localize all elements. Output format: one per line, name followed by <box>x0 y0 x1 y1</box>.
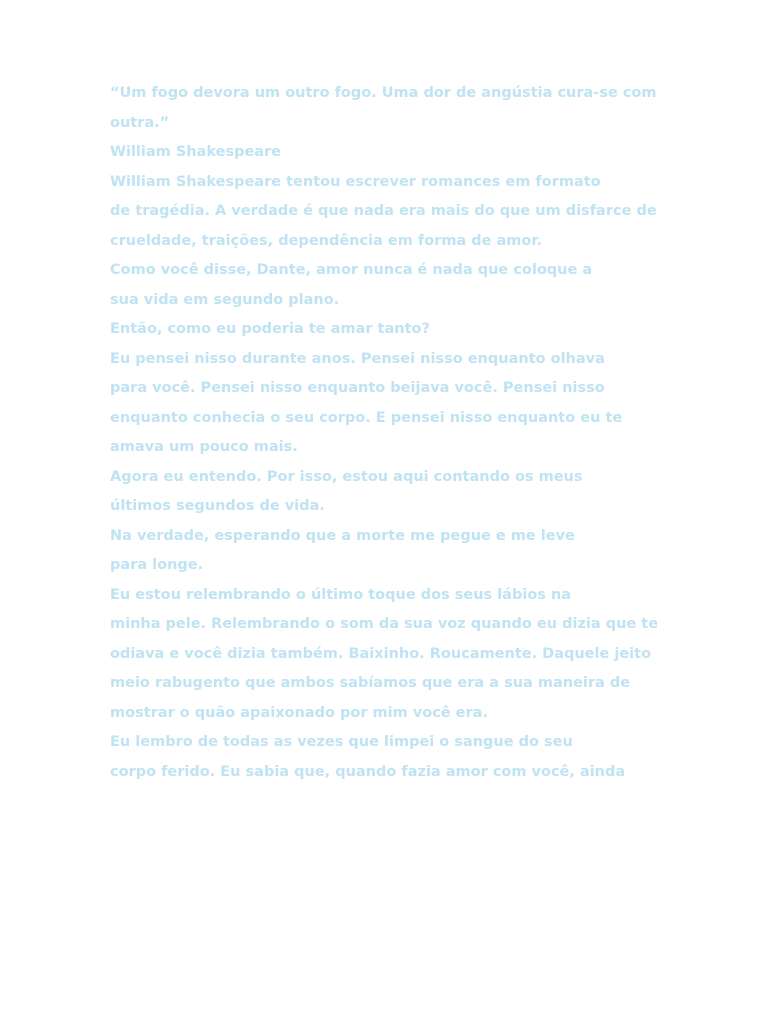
text-line: “Um fogo devora um outro fogo. Uma dor de angústia cura-se com <box>110 85 657 101</box>
text-line: Eu pensei nisso durante anos. Pensei nisso enquanto olhava <box>110 350 605 367</box>
text-line: William Shakespeare <box>110 144 282 160</box>
text-line: Eu lembro de todas as vezes que limpei o sangue do seu <box>110 734 573 750</box>
text-line: de tragédia. A verdade é que nada era mais do que um disfarce de <box>110 203 657 219</box>
text-line: últimos segundos de vida. <box>110 498 325 514</box>
text-line: William Shakespeare tentou escrever romances em formato <box>110 173 601 190</box>
text-line: Na verdade, esperando que a morte me pegue e me leve <box>110 527 575 544</box>
text-line: Como você disse, Dante, amor nunca é nada que coloque a <box>110 262 593 278</box>
text-line: outra.” <box>110 114 170 131</box>
text-line: Então, como eu poderia te amar tanto? <box>110 321 430 337</box>
text-line: minha pele. Relembrando o som da sua voz quando eu dizia que te <box>110 616 659 632</box>
text-line: meio rabugento que ambos sabíamos que era a sua maneira de <box>110 675 631 691</box>
text-line: crueldade, traições, dependência em forma de amor. <box>110 232 542 249</box>
text-line: corpo ferido. Eu sabia que, quando fazia amor com você, ainda <box>110 763 626 780</box>
text-line: para você. Pensei nisso enquanto beijava você. Pensei nisso <box>110 380 605 396</box>
text-line: amava um pouco mais. <box>110 439 298 455</box>
text-line: Eu estou relembrando o último toque dos seus lábios na <box>110 586 572 603</box>
document-body <box>110 84 660 792</box>
text-line: mostrar o quão apaixonado por mim você era. <box>110 704 488 721</box>
text-line: Agora eu entendo. Por isso, estou aqui contando os meus <box>110 468 583 485</box>
text-line: enquanto conhecia o seu corpo. E pensei nisso enquanto eu te <box>110 409 623 426</box>
text-line: para longe. <box>110 557 204 573</box>
text-line: sua vida em segundo plano. <box>110 291 340 308</box>
text-line: odiava e você dizia também. Baixinho. Roucamente. Daquele jeito <box>110 645 652 662</box>
